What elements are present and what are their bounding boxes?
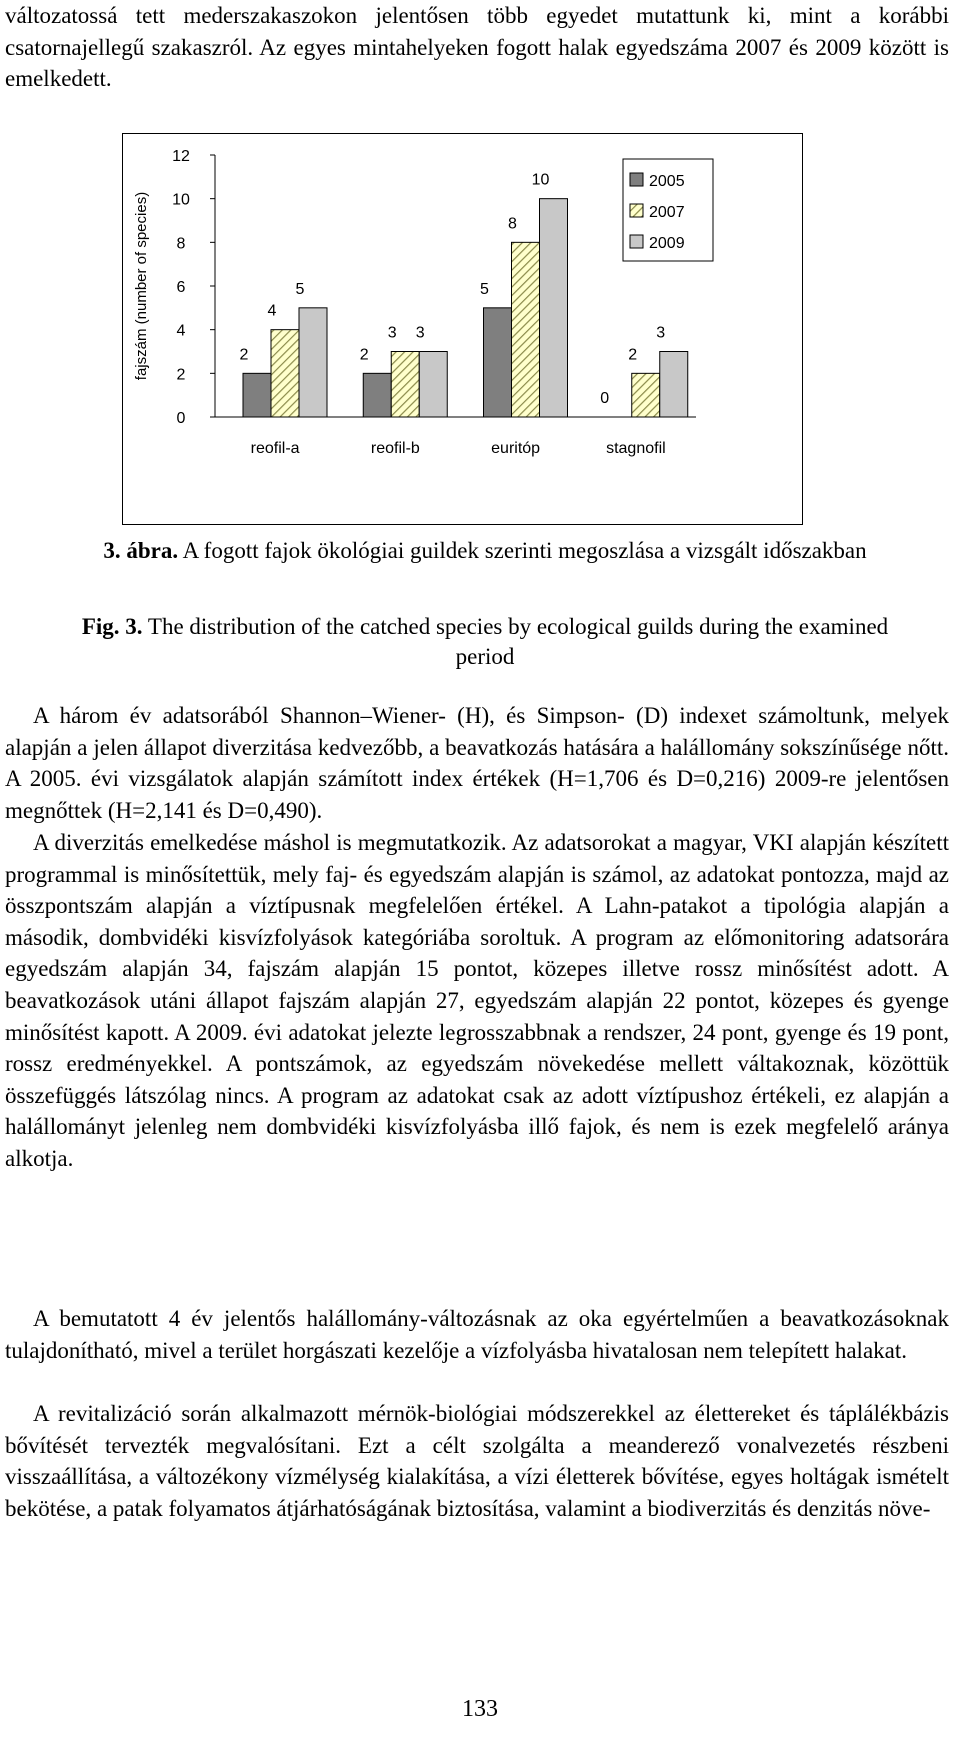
y-tick-label: 4 [176, 322, 186, 340]
y-tick-label: 12 [172, 148, 190, 165]
bar-2009-stagnofil [660, 352, 688, 418]
caption-hungarian [60, 536, 910, 566]
bar-2007-reofil-b [391, 352, 419, 418]
caption-english [60, 612, 910, 672]
intro-paragraph: változatossá tett mederszakaszokon jelentősen több egyedet mutattunk ki, mint a korábbi csatornajellegű szakaszról. Az egyes mintahelyeken fogott halak egyedszáma 2007 és 2009 között is emelkedett. [5, 3, 949, 92]
data-label: 2 [628, 346, 638, 364]
x-tick-label: reofil-a [250, 440, 300, 457]
legend-swatch-2005 [630, 173, 643, 186]
y-tick-label: 10 [172, 191, 190, 209]
caption-hu-label: 3. ábra. [103, 538, 179, 563]
paragraph-revitalization: A revitalizáció során alkalmazott mérnök-biológiai módszerekkel az élettereket és táplálékbázis bővítését tervezték megvalósítani. Ezt a célt szolgálta a meanderező vonalvezetés részbeni visszaállítása, a változékony vízmélység kialakítása, a vízi életterek bővítése, egyes holtágak ismételt bekötése, a patak folyamatos átjárhatóságának biztosítása, valamint a biodiverzitás és denzitás növe- [5, 1401, 949, 1521]
data-label: 2 [239, 346, 249, 364]
paragraph-diversity-indices: A három év adatsorából Shannon–Wiener- (H), és Simpson- (D) indexet számoltunk, melyek alapján a jelen állapot diverzitása kedvezőbb, a beavatkozás hatására a halállomány sokszínűsége nőtt. A 2005. évi vizsgálatok alapján számított index értékek (H=1,706 és D=0,216) 2009-re jelentősen megnőttek (H=2,141 és D=0,490). [5, 703, 949, 823]
y-tick-label: 6 [176, 279, 186, 296]
bar-2007-reofil-a [271, 330, 299, 417]
bar-2009-reofil-b [419, 352, 447, 418]
species-bar-chart [122, 133, 803, 525]
legend-label-2005: 2005 [649, 173, 685, 190]
caption-en-label: Fig. 3. [81, 614, 143, 639]
bar-2007-euritóp [512, 242, 540, 417]
legend-swatch-2009 [630, 235, 643, 248]
data-label: 2 [359, 346, 369, 364]
legend-label-2007: 2007 [649, 204, 685, 221]
y-tick-label: 2 [176, 366, 186, 384]
data-label: 0 [600, 390, 610, 407]
x-tick-label: stagnofil [606, 440, 666, 457]
chart-svg [122, 133, 803, 525]
data-label: 5 [480, 280, 489, 298]
data-label: 4 [267, 302, 277, 320]
data-label: 8 [508, 215, 517, 233]
y-axis-title: fajszám (number of species) [133, 191, 150, 381]
bar-2005-euritóp [484, 308, 512, 417]
legend-swatch-2007 [630, 204, 643, 217]
bar-2005-reofil-a [243, 373, 271, 417]
y-tick-label: 0 [176, 410, 186, 427]
paragraph-fish-stock-change: A bemutatott 4 év jelentős halállomány-változásnak az oka egyértelműen a beavatkozásoknak tulajdonítható, mivel a terület horgászati kezelője a vízfolyásba hivatalosan nem telepített halakat. [5, 1306, 949, 1363]
data-label: 5 [295, 280, 305, 298]
caption-en-text: The distribution of the catched species by ecological guilds during the examined period [147, 614, 889, 669]
caption-hu-text: A fogott fajok ökológiai guildek szerinti megoszlása a vizsgált időszakban [182, 538, 867, 563]
bar-2009-euritóp [540, 199, 568, 417]
x-tick-label: euritóp [491, 440, 541, 457]
y-tick-label: 8 [176, 235, 186, 253]
legend-label-2009: 2009 [649, 235, 685, 252]
data-label: 3 [415, 324, 425, 342]
bar-2009-reofil-a [299, 308, 327, 417]
data-label: 3 [656, 324, 666, 342]
page-number: 133 [462, 1696, 498, 1722]
x-tick-label: reofil-b [370, 440, 420, 457]
paragraph-vki-evaluation: A diverzitás emelkedése máshol is megmutatkozik. Az adatsorokat a magyar, VKI alapján készített programmal is minősítettük, mely faj- és egyedszám alapján is számol, az adatokat pontozza, majd az összpontszám alapján a víztípusnak megfelelően értékel. A Lahn-patakot a tipológia alapján a második, dombvidéki kisvízfolyások kategóriába soroltuk. A program az előmonitoring adatsorára egyedszám alapján 34, fajszám alapján 15 pontot, közepes illetve rossz minősítést adott. A beavatkozások utáni állapot fajszám alapján 27, egyedszám alapján 22 pontot, közepes és gyenge minősítést kapott. A 2009. évi adatokat jelezte legrosszabbnak a rendszer, 24 pont, gyenge és 19 pont, rossz eredményekkel. A pontszámok, az egyedszám növekedése mellett váltakoznak, közöttük összefüggés látszólag nincs. A program az adatokat csak az adott víztípushoz értékeli, ez alapján a halállományt jelenleg nem dombvidéki kisvízfolyásba illő fajok, és nem is ezek megfelelő aránya alkotja. [5, 830, 949, 1171]
data-label: 10 [531, 171, 550, 189]
data-label: 3 [387, 324, 397, 342]
bar-2007-stagnofil [632, 373, 660, 417]
bar-2005-reofil-b [363, 373, 391, 417]
